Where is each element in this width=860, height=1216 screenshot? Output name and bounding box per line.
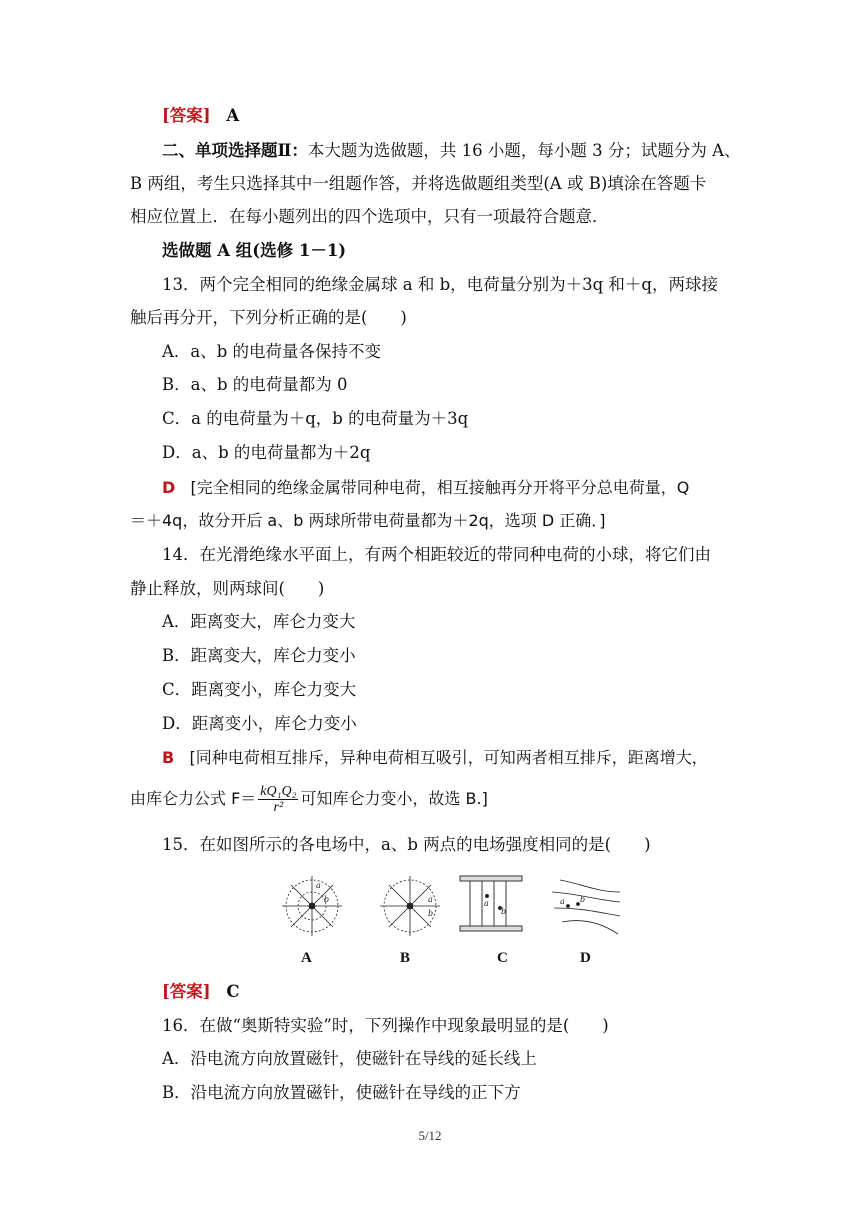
answer-15 xyxy=(162,980,240,1004)
q13-option-d: D．a、b 的电荷量都为＋2q xyxy=(162,443,371,462)
q15-stem: 15．在如图所示的各电场中，a、b 两点的电场强度相同的是( ) xyxy=(162,835,651,854)
q14-exp-text-2a: 由库仑力公式 F＝ xyxy=(130,789,257,808)
q14-option-d: D．距离变小，库仑力变小 xyxy=(162,714,357,733)
figure-label-d: D xyxy=(580,950,591,966)
figure-a xyxy=(282,876,342,936)
q14-exp-text-2b: 可知库仑力变小，故选 B.] xyxy=(300,789,488,808)
svg-text:a: a xyxy=(428,895,433,904)
q13-key: D xyxy=(162,478,176,497)
electric-field-figures xyxy=(282,870,622,940)
q16-option-a: A．沿电流方向放置磁针，使磁针在导线的延长线上 xyxy=(162,1049,537,1068)
answer-tag: [答案] xyxy=(162,106,211,125)
answer-value-15: C xyxy=(226,982,240,1001)
figure-label-c: C xyxy=(497,950,508,966)
q13-stem-2: 触后再分开，下列分析正确的是( ) xyxy=(130,308,407,327)
formula-numerator: kQ₁Q₂ xyxy=(260,784,297,799)
page-number: 5/12 xyxy=(418,1128,442,1143)
answer-tag-15: [答案] xyxy=(162,982,211,1001)
q14-option-b: B．距离变大，库仑力变小 xyxy=(162,646,356,665)
q14-option-a: A．距离变大，库仑力变大 xyxy=(162,612,356,631)
q13-explanation-1 xyxy=(162,476,689,500)
svg-text:a: a xyxy=(560,897,565,906)
svg-text:a: a xyxy=(484,899,489,908)
q13-stem-1: 13．两个完全相同的绝缘金属球 a 和 b，电荷量分别为＋3q 和＋q，两球接 xyxy=(162,275,718,294)
q14-key: B xyxy=(162,748,175,767)
svg-text:b: b xyxy=(580,895,586,904)
q16-stem: 16．在做“奥斯特实验”时，下列操作中现象最明显的是( ) xyxy=(162,1016,609,1035)
q14-stem-2: 静止释放，则两球间( ) xyxy=(130,579,325,598)
coulomb-formula xyxy=(258,784,298,815)
figure-label-a: A xyxy=(301,950,312,966)
section-title: 二、单项选择题Ⅱ： xyxy=(162,141,308,160)
q14-explanation-2 xyxy=(130,784,488,815)
answer-value: A xyxy=(226,106,240,125)
section-text-1: 本大题为选做题，共 16 小题，每小题 3 分；试题分为 A、 xyxy=(307,141,741,160)
figure-d xyxy=(552,880,620,934)
q13-option-a: A．a、b 的电荷量各保持不变 xyxy=(162,342,382,361)
svg-text:b: b xyxy=(501,907,507,916)
formula-denominator: r² xyxy=(273,800,284,815)
section-text-2: B 两组，考生只选择其中一组题作答，并将选做题组类型(A 或 B)填涂在答题卡 xyxy=(130,174,707,193)
q13-exp-text-1: [完全相同的绝缘金属带同种电荷，相互接触再分开将平分总电荷量，Q xyxy=(190,478,690,497)
group-title: 选做题 A 组(选修 1－1) xyxy=(162,241,347,260)
figure-c xyxy=(460,876,522,931)
svg-text:a: a xyxy=(316,881,321,890)
figure-b xyxy=(380,876,440,936)
q16-option-b: B．沿电流方向放置磁针，使磁针在导线的正下方 xyxy=(162,1083,521,1102)
q14-explanation-1 xyxy=(162,746,708,770)
svg-text:b: b xyxy=(428,909,434,918)
q14-exp-text-1: [同种电荷相互排斥，异种电荷相互吸引，可知两者相互排斥，距离增大， xyxy=(189,748,708,767)
answer-12 xyxy=(162,104,239,128)
section-heading xyxy=(162,139,741,163)
q13-explanation-2: ＝＋4q，故分开后 a、b 两球所带电荷量都为＋2q，选项 D 正确．] xyxy=(130,511,606,530)
figure-label-b: B xyxy=(400,950,411,966)
q13-option-c: C．a 的电荷量为＋q，b 的电荷量为＋3q xyxy=(162,409,469,428)
section-text-3: 相应位置上．在每小题列出的四个选项中，只有一项最符合题意． xyxy=(130,207,609,226)
q14-stem-1: 14．在光滑绝缘水平面上，有两个相距较近的带同种电荷的小球，将它们由 xyxy=(162,545,711,564)
q14-option-c: C．距离变小，库仑力变大 xyxy=(162,680,357,699)
svg-text:b: b xyxy=(324,895,330,904)
q13-option-b: B．a、b 的电荷量都为 0 xyxy=(162,375,348,394)
